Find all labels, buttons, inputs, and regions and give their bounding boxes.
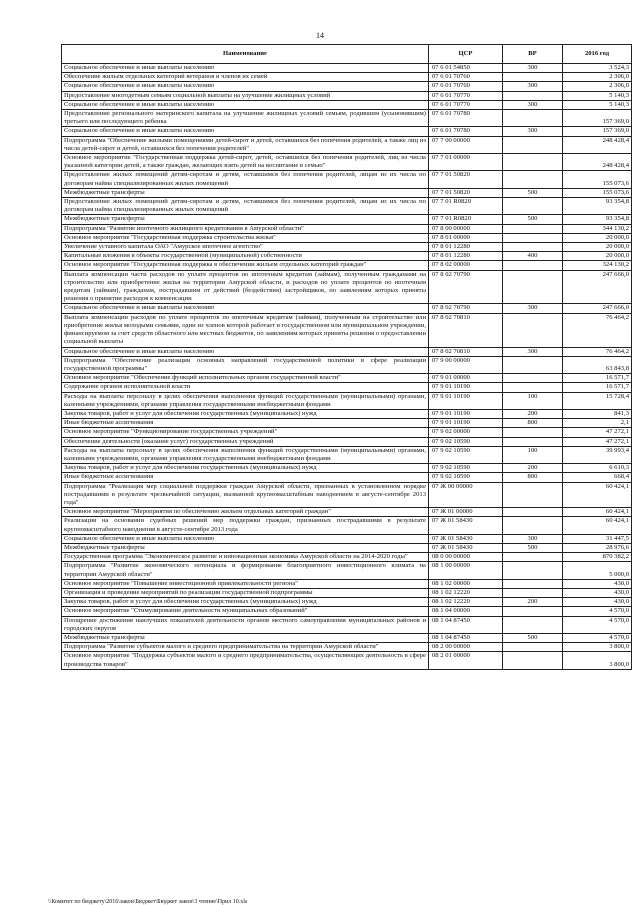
row-sum-cell: 3 800,0 [563,643,632,652]
row-csr-cell: 08 0 00 00000 [429,553,503,562]
row-csr-cell: 07 8 02 70790 [429,270,503,304]
row-sum-cell: 155 073,6 [563,188,632,197]
table-row [62,634,632,643]
row-csr-cell: 07 9 02 10590 [429,437,503,446]
row-sum-cell: 430,0 [563,598,632,607]
table-row [62,598,632,607]
row-vr-cell [503,553,563,562]
row-csr-cell: 08 1 04 00000 [429,607,503,616]
row-sum-cell: 344 130,2 [563,224,632,233]
row-name-cell: Поощрение достижения наилучших показателей деятельности органов местного самоуправления муниципальных районов и городских округов [62,616,429,633]
table-row [62,616,632,633]
row-name-cell: Социальное обеспечение и иные выплаты населению [62,82,429,91]
row-vr-cell [503,224,563,233]
table-row [62,198,632,215]
table-row [62,100,632,109]
table-row [62,304,632,313]
row-vr-cell [503,91,563,100]
row-vr-cell [503,643,563,652]
row-csr-cell: 07 9 02 10590 [429,464,503,473]
table-row [62,215,632,224]
row-vr-cell: 300 [503,304,563,313]
table-row [62,482,632,508]
row-sum-cell: 5 140,3 [563,100,632,109]
row-csr-cell: 07 Ж 00 00000 [429,482,503,508]
row-name-cell: Основное мероприятие "Государственная поддержка в обеспечении жильем отдельных категорий граждан" [62,261,429,270]
row-vr-cell [503,374,563,383]
row-csr-cell: 07 6 01 70760 [429,82,503,91]
row-vr-cell [503,356,563,373]
row-vr-cell [503,437,563,446]
row-sum-cell: 2,1 [563,419,632,428]
row-csr-cell: 07 6 01 70780 [429,110,503,127]
row-sum-cell: 16 571,7 [563,374,632,383]
row-vr-cell: 500 [503,215,563,224]
row-csr-cell: 07 8 02 70810 [429,313,503,347]
budget-table [61,44,632,670]
row-sum-cell: 47 272,1 [563,428,632,437]
row-csr-cell: 07 7 01 R0820 [429,215,503,224]
row-sum-cell: 324 130,2 [563,261,632,270]
row-name-cell: Капитальные вложения в объекты государственной (муниципальной) собственности [62,252,429,261]
row-vr-cell [503,154,563,171]
row-vr-cell [503,261,563,270]
row-sum-cell: 20 000,0 [563,243,632,252]
row-vr-cell [503,383,563,392]
file-path-footer: \\Комитет по бюджету\2016\закон\Бюджет\Бюджет закон\3 чтение\Прил 10.xls [48,899,248,905]
row-sum-cell: 430,0 [563,579,632,588]
row-name-cell: Увеличение уставного капитала ОАО "Амурское ипотечное агентство" [62,243,429,252]
row-name-cell: Основное мероприятие "Повышение инвестиционной привлекательности региона" [62,579,429,588]
table-row [62,82,632,91]
table-row [62,473,632,482]
row-vr-cell: 300 [503,534,563,543]
row-sum-cell: 93 354,8 [563,198,632,215]
row-sum-cell: 2 306,0 [563,82,632,91]
table-row [62,154,632,171]
table-row [62,383,632,392]
row-name-cell: Социальное обеспечение и иные выплаты населению [62,534,429,543]
row-csr-cell: 07 Ж 01 58430 [429,534,503,543]
row-name-cell: Предоставление регионального материнского капитала на улучшение жилищных условий семьям, родившим (усыновившим) третьего или последующего ребенка [62,110,429,127]
row-csr-cell: 07 7 01 00000 [429,154,503,171]
row-vr-cell: 300 [503,64,563,73]
row-name-cell: Подпрограмма "Обеспечение жилыми помещениями детей-сирот и детей, оставшихся без попечения родителей, а также лиц из числа детей-сирот и детей, оставшихся без попечения родителей" [62,136,429,153]
row-vr-cell: 400 [503,252,563,261]
row-vr-cell [503,588,563,597]
row-name-cell: Иные бюджетные ассигнования [62,473,429,482]
row-name-cell: Государственная программа "Экономическое развитие и инновационная экономика Амурской области на 2014-2020 годы" [62,553,429,562]
row-vr-cell [503,482,563,508]
row-csr-cell: 07 7 00 00000 [429,136,503,153]
row-vr-cell [503,136,563,153]
row-vr-cell [503,428,563,437]
row-csr-cell: 08 1 02 12220 [429,588,503,597]
row-sum-cell: 60 424,1 [563,482,632,508]
row-vr-cell [503,198,563,215]
table-row [62,588,632,597]
row-csr-cell: 07 7 01 50820 [429,171,503,188]
table-row [62,243,632,252]
row-sum-cell: 248 428,4 [563,154,632,171]
row-csr-cell: 08 1 00 00000 [429,562,503,579]
table-row [62,428,632,437]
row-vr-cell: 200 [503,598,563,607]
row-csr-cell: 07 9 02 10590 [429,446,503,463]
row-name-cell: Подпрограмма "Обеспечение реализации основных направлений государственной политики в сфере реализации государственной программы" [62,356,429,373]
row-vr-cell: 500 [503,634,563,643]
row-csr-cell: 07 6 01 70770 [429,100,503,109]
row-sum-cell: 63 843,8 [563,356,632,373]
row-name-cell: Предоставление многодетным семьям социальной выплаты на улучшение жилищных условий [62,91,429,100]
row-sum-cell: 76 464,2 [563,347,632,356]
row-csr-cell: 07 9 01 10190 [429,419,503,428]
row-vr-cell [503,508,563,517]
row-csr-cell: 07 9 01 00000 [429,374,503,383]
table-row [62,73,632,82]
table-row [62,543,632,552]
row-vr-cell: 200 [503,409,563,418]
row-vr-cell [503,313,563,347]
row-vr-cell: 200 [503,464,563,473]
row-name-cell: Подпрограмма "Развитие экономического потенциала и формирование благоприятного инвестиционного климата на территории Амурской области" [62,562,429,579]
row-csr-cell: 07 8 01 12280 [429,252,503,261]
row-vr-cell: 800 [503,473,563,482]
row-name-cell: Социальное обеспечение и иные выплаты населению [62,347,429,356]
row-csr-cell: 07 8 02 70790 [429,304,503,313]
table-row [62,643,632,652]
row-csr-cell: 07 Ж 01 58430 [429,517,503,534]
row-csr-cell: 08 1 02 12220 [429,598,503,607]
row-vr-cell: 300 [503,82,563,91]
header-year: 2016 год [563,45,632,64]
row-sum-cell: 20 000,0 [563,233,632,242]
table-row [62,64,632,73]
row-name-cell: Закупка товаров, работ и услуг для обеспечения государственных (муниципальных) нужд [62,409,429,418]
row-sum-cell: 5 000,0 [563,562,632,579]
row-name-cell: Основное мероприятие "Государственная поддержка строительства жилья" [62,233,429,242]
row-sum-cell: 841,3 [563,409,632,418]
row-sum-cell: 39 993,4 [563,446,632,463]
row-csr-cell: 08 1 04 87450 [429,616,503,633]
table-row [62,446,632,463]
row-vr-cell [503,110,563,127]
row-sum-cell: 76 464,2 [563,313,632,347]
row-csr-cell: 07 9 02 00000 [429,428,503,437]
row-name-cell: Обеспечение деятельности (оказание услуг) государственных учреждений [62,437,429,446]
row-vr-cell: 500 [503,188,563,197]
row-name-cell: Расходы на выплаты персоналу в целях обеспечения выполнения функций государственными (муниципальными) органами, казенными учреждениями, органами управления государственными внебюджетными фондами [62,392,429,409]
row-name-cell: Подпрограмма "Реализация мер социальной поддержки граждан Амурской области, признанных в установленном порядке пострадавшими в результате чрезвычайной ситуации, вызванной крупномасштабным наводнением в августе-сентябре 2013 года" [62,482,429,508]
row-name-cell: Основное мероприятие "Обеспечение функций исполнительных органов государственной власти" [62,374,429,383]
row-csr-cell: 07 8 02 00000 [429,261,503,270]
row-name-cell: Содержание органов исполнительной власти [62,383,429,392]
row-vr-cell [503,270,563,304]
row-sum-cell: 47 272,1 [563,437,632,446]
row-sum-cell: 247 666,0 [563,270,632,304]
row-sum-cell: 3 524,3 [563,64,632,73]
row-csr-cell: 07 9 01 10190 [429,409,503,418]
row-csr-cell: 08 1 02 00000 [429,579,503,588]
row-name-cell: Межбюджетные трансферты [62,634,429,643]
row-vr-cell [503,171,563,188]
table-row [62,91,632,100]
row-name-cell: Социальное обеспечение и иные выплаты населению [62,64,429,73]
row-sum-cell: 5 140,3 [563,91,632,100]
row-vr-cell: 100 [503,392,563,409]
row-sum-cell: 15 728,4 [563,392,632,409]
row-vr-cell: 500 [503,543,563,552]
row-name-cell: Закупка товаров, работ и услуг для обеспечения государственных (муниципальных) нужд [62,598,429,607]
row-csr-cell: 08 2 01 00000 [429,652,503,669]
row-vr-cell [503,616,563,633]
row-vr-cell [503,243,563,252]
table-row [62,136,632,153]
header-csr: ЦСР [429,45,503,64]
row-csr-cell: 07 9 00 00000 [429,356,503,373]
row-sum-cell: 155 073,6 [563,171,632,188]
row-vr-cell [503,579,563,588]
table-row [62,517,632,534]
row-vr-cell [503,562,563,579]
row-csr-cell: 08 1 04 87450 [429,634,503,643]
row-sum-cell: 31 447,5 [563,534,632,543]
table-row [62,652,632,669]
table-row [62,534,632,543]
row-sum-cell: 28 976,6 [563,543,632,552]
row-vr-cell [503,233,563,242]
row-sum-cell: 668,4 [563,473,632,482]
row-name-cell: Межбюджетные трансферты [62,543,429,552]
row-name-cell: Реализация на основании судебных решений мер поддержки граждан, признанных пострадавшими в результате крупномасштабного наводнения в августе-сентябре 2013 года [62,517,429,534]
row-sum-cell: 2 306,0 [563,73,632,82]
row-name-cell: Основное мероприятие "Государственная поддержка детей-сирот, детей, оставшихся без попечения родителей, лиц из числа указанной категории детей, а также граждан, желающих взять детей на воспитание в семью" [62,154,429,171]
row-sum-cell: 157 369,0 [563,127,632,136]
table-row [62,313,632,347]
row-name-cell: Организация и проведение мероприятий по реализации государственной подпрограммы [62,588,429,597]
row-vr-cell [503,73,563,82]
row-vr-cell: 300 [503,347,563,356]
row-name-cell: Обеспечение жильем отдельных категорий ветеранов и членов их семей [62,73,429,82]
row-vr-cell: 100 [503,446,563,463]
table-row [62,553,632,562]
table-row [62,252,632,261]
row-csr-cell: 07 6 01 54850 [429,64,503,73]
table-row [62,356,632,373]
table-row [62,224,632,233]
row-name-cell: Основное мероприятие "Стимулирование деятельности муниципальных образований" [62,607,429,616]
table-row [62,437,632,446]
table-row [62,464,632,473]
table-row [62,419,632,428]
row-csr-cell: 07 8 02 70810 [429,347,503,356]
row-name-cell: Социальное обеспечение и иные выплаты населению [62,127,429,136]
row-name-cell: Расходы на выплаты персоналу в целях обеспечения выполнения функций государственными (муниципальными) органами, казенными учреждениями, органами управления государственными внебюджетными фондами [62,446,429,463]
row-sum-cell: 247 666,0 [563,304,632,313]
row-name-cell: Социальное обеспечение и иные выплаты населению [62,304,429,313]
row-csr-cell: 07 Ж 01 00000 [429,508,503,517]
table-row [62,607,632,616]
table-row [62,409,632,418]
row-name-cell: Межбюджетные трансферты [62,215,429,224]
row-sum-cell: 4 570,0 [563,607,632,616]
table-row [62,233,632,242]
row-name-cell: Закупка товаров, работ и услуг для обеспечения государственных (муниципальных) нужд [62,464,429,473]
row-vr-cell [503,652,563,669]
row-sum-cell: 3 800,0 [563,652,632,669]
row-sum-cell: 16 571,7 [563,383,632,392]
row-name-cell: Предоставление жилых помещений детям-сиротам и детям, оставшимся без попечения родителей, лицам из их числа по договорам найма специализированных жилых помещений [62,198,429,215]
row-vr-cell: 800 [503,419,563,428]
page-number: 14 [316,31,324,40]
row-sum-cell: 6 610,3 [563,464,632,473]
row-csr-cell: 07 9 01 10190 [429,392,503,409]
row-vr-cell [503,607,563,616]
row-sum-cell: 20 000,0 [563,252,632,261]
row-name-cell: Основное мероприятие "Мероприятия по обеспечению жильем отдельных категорий граждан" [62,508,429,517]
row-name-cell: Иные бюджетные ассигнования [62,419,429,428]
row-name-cell: Предоставление жилых помещений детям-сиротам и детям, оставшимся без попечения родителей, лицам из их числа по договорам найма специализированных жилых помещений [62,171,429,188]
row-sum-cell: 4 570,0 [563,634,632,643]
row-csr-cell: 07 8 01 00000 [429,233,503,242]
row-sum-cell: 157 369,0 [563,110,632,127]
row-csr-cell: 07 8 00 00000 [429,224,503,233]
row-csr-cell: 07 7 01 50820 [429,188,503,197]
row-sum-cell: 4 570,0 [563,616,632,633]
row-name-cell: Основное мероприятие "Функционирование государственных учреждений" [62,428,429,437]
row-sum-cell: 430,0 [563,588,632,597]
table-body [62,64,632,670]
table-row [62,347,632,356]
row-name-cell: Основное мероприятие "Поддержка субъектов малого и среднего предпринимательства, осуществляющих деятельность в сфере производства товаров" [62,652,429,669]
row-name-cell: Подпрограмма "Развитие субъектов малого и среднего предпринимательства на территории Амурской области" [62,643,429,652]
header-name: Наименование [62,45,429,64]
row-name-cell: Подпрограмма "Развитие ипотечного жилищного кредитования в Амурской области" [62,224,429,233]
row-csr-cell: 07 6 01 70770 [429,91,503,100]
row-vr-cell [503,517,563,534]
table-row [62,188,632,197]
row-name-cell: Социальное обеспечение и иные выплаты населению [62,100,429,109]
row-csr-cell: 07 7 01 R0820 [429,198,503,215]
table-row [62,171,632,188]
row-sum-cell: 93 354,8 [563,215,632,224]
table-row [62,127,632,136]
row-csr-cell: 07 6 01 70760 [429,73,503,82]
row-name-cell: Межбюджетные трансферты [62,188,429,197]
row-vr-cell: 300 [503,127,563,136]
table-header-row [62,45,632,64]
table-row [62,392,632,409]
row-csr-cell: 08 2 00 00000 [429,643,503,652]
table-row [62,374,632,383]
row-csr-cell: 07 9 02 10590 [429,473,503,482]
row-csr-cell: 07 9 01 10190 [429,383,503,392]
header-vr: ВР [503,45,563,64]
row-csr-cell: 07 8 01 12280 [429,243,503,252]
table-row [62,261,632,270]
row-sum-cell: 60 424,1 [563,508,632,517]
table-row [62,579,632,588]
table-row [62,270,632,304]
table-row [62,508,632,517]
row-name-cell: Выплата компенсации расходов по уплате процентов по ипотечным кредитам (займам), полученным на строительство или приобретение жилья молодыми семьями, один из членов которой работает в государственном или муниципальном учреждении, финансируемом за счет средств областного или местных бюджетов, по заявлениям которых приняты решения о предоставлении социальной выплаты [62,313,429,347]
row-csr-cell: 07 Ж 01 58430 [429,543,503,552]
table-row [62,110,632,127]
row-sum-cell: 60 424,1 [563,517,632,534]
row-vr-cell: 300 [503,100,563,109]
table-row [62,562,632,579]
row-csr-cell: 07 6 01 70780 [429,127,503,136]
row-sum-cell: 248 428,4 [563,136,632,153]
row-sum-cell: 870 382,2 [563,553,632,562]
row-name-cell: Выплата компенсации части расходов по уплате процентов по ипотечным кредитам (займам), полученным гражданами на строительство или приобретение жилья на территории Амурской области, и расходов по уплате процентов по ипотечным кредитам (займам), гражданам, пострадавшим от действий (бездействия) застройщиков, по заявлениям которых приняты решения о принятии расходов к компенсации [62,270,429,304]
